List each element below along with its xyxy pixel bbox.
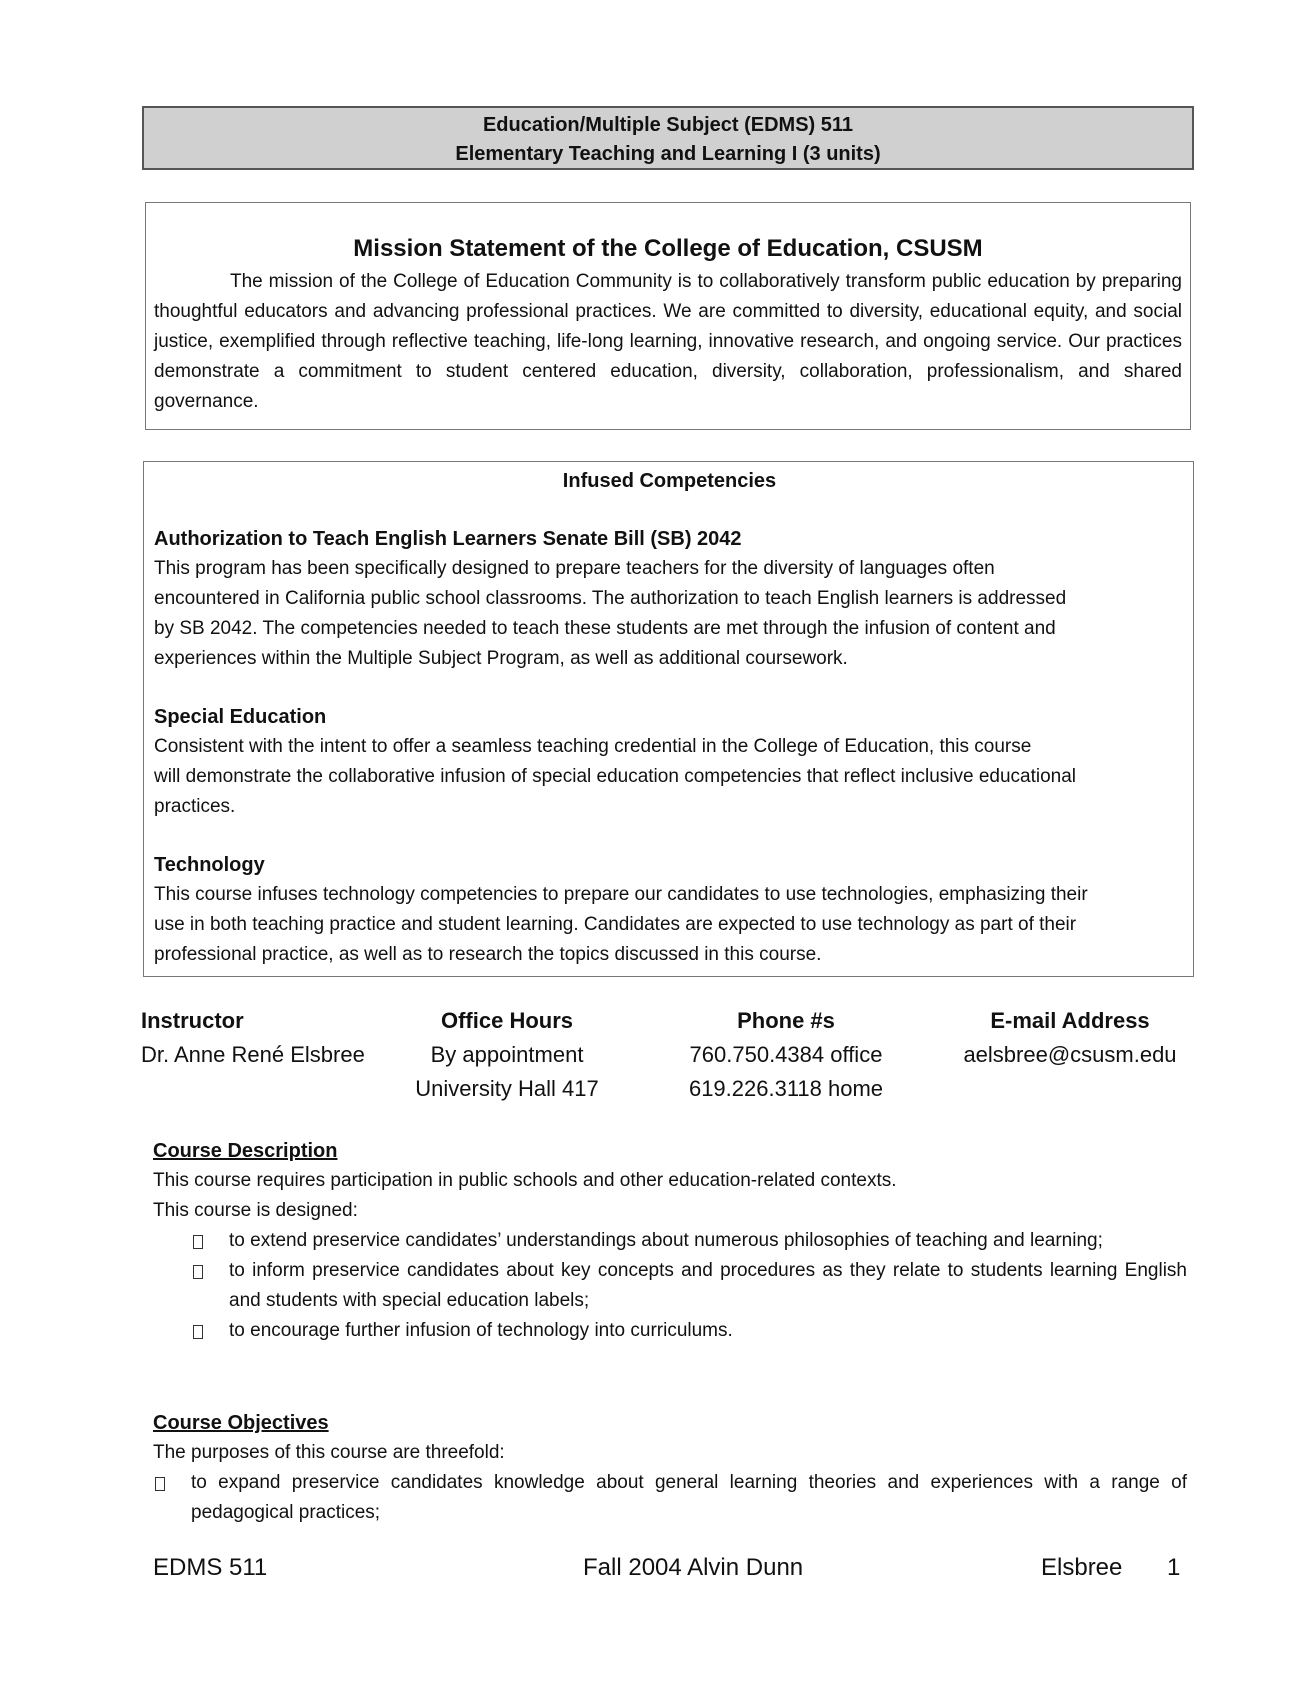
office-hours-line1: By appointment bbox=[430, 1042, 584, 1067]
course-description-section bbox=[153, 1136, 1187, 1346]
competency-heading-technology: Technology bbox=[154, 854, 265, 876]
phone-office: 760.750.4384 office bbox=[689, 1042, 883, 1067]
bullet-box-icon bbox=[193, 1325, 203, 1339]
instructor-name: Dr. Anne René Elsbree bbox=[141, 1042, 365, 1067]
course-title-box bbox=[142, 106, 1194, 170]
course-description-para1: This course requires participation in public schools and other education-related contexts. bbox=[153, 1170, 897, 1191]
list-item bbox=[153, 1226, 1187, 1256]
email-column bbox=[949, 1004, 1191, 1072]
text-line: This course infuses technology competencies to prepare our candidates to use technologies, emphasizing their bbox=[154, 884, 1088, 905]
footer-course-code: EDMS 511 bbox=[153, 1554, 268, 1581]
infused-competencies-box bbox=[143, 461, 1194, 977]
competency-text-english-learners bbox=[154, 554, 1185, 674]
bullet-text: to expand preservice candidates knowledge about general learning theories and experiences with a range of pedagogical practices; bbox=[191, 1472, 1187, 1523]
text-line: practices. bbox=[154, 796, 236, 817]
office-hours-header: Office Hours bbox=[440, 1008, 574, 1033]
competency-text-special-education bbox=[154, 732, 1185, 822]
course-description-heading: Course Description bbox=[153, 1140, 338, 1162]
course-objectives-section bbox=[153, 1408, 1187, 1528]
bullet-text: to inform preservice candidates about key concepts and procedures as they relate to students learning English and students with special education labels; bbox=[229, 1260, 1187, 1311]
footer-author: Elsbree bbox=[1041, 1554, 1123, 1581]
bullet-text: to extend preservice candidates’ understandings about numerous philosophies of teaching and learning; bbox=[229, 1230, 1103, 1251]
bullet-box-icon bbox=[193, 1265, 203, 1279]
list-item bbox=[153, 1468, 1187, 1528]
text-line: experiences within the Multiple Subject Program, as well as additional coursework. bbox=[154, 648, 848, 669]
text-line: by SB 2042. The competencies needed to teach these students are met through the infusion of content and bbox=[154, 618, 1056, 639]
text-line: This program has been specifically designed to prepare teachers for the diversity of languages often bbox=[154, 558, 995, 579]
instructor-column bbox=[141, 1004, 365, 1072]
email-header: E-mail Address bbox=[990, 1008, 1150, 1033]
bullet-box-icon bbox=[155, 1477, 165, 1491]
mission-text: The mission of the College of Education Community is to collaboratively transform public education by preparing thoughtful educators and advancing professional practices. We are committed to diversity, educational equity, and social justice, exemplified through reflective teaching, life-long learning, innovative research, and ongoing service. Our practices demonstrate a commitment to student centered education, diversity, collaboration, professionalism, and shared governance. bbox=[154, 271, 1182, 412]
competencies-title: Infused Competencies bbox=[562, 470, 777, 492]
competency-heading-special-education: Special Education bbox=[154, 706, 327, 728]
course-objectives-heading: Course Objectives bbox=[153, 1412, 329, 1434]
footer-term: Fall 2004 Alvin Dunn bbox=[583, 1554, 804, 1581]
mission-statement-box bbox=[145, 202, 1191, 430]
text-line: encountered in California public school classrooms. The authorization to teach English learners is addressed bbox=[154, 588, 1067, 609]
phone-column bbox=[671, 1004, 901, 1106]
email-address: aelsbree@csusm.edu bbox=[963, 1042, 1177, 1067]
mission-title: Mission Statement of the College of Education, CSUSM bbox=[353, 235, 983, 262]
course-objectives-intro: The purposes of this course are threefold: bbox=[153, 1442, 505, 1463]
list-item bbox=[153, 1256, 1187, 1316]
course-title-line2: Elementary Teaching and Learning I (3 units) bbox=[455, 143, 881, 165]
competency-heading-english-learners: Authorization to Teach English Learners Senate Bill (SB) 2042 bbox=[154, 528, 742, 550]
text-line: professional practice, as well as to research the topics discussed in this course. bbox=[154, 944, 822, 965]
phone-home: 619.226.3118 home bbox=[688, 1076, 884, 1101]
course-objectives-bullets bbox=[153, 1468, 1187, 1528]
course-title-line1: Education/Multiple Subject (EDMS) 511 bbox=[482, 114, 854, 136]
text-line: use in both teaching practice and student learning. Candidates are expected to use technology as part of their bbox=[154, 914, 1077, 935]
competency-text-technology bbox=[154, 880, 1185, 970]
course-description-para2: This course is designed: bbox=[153, 1200, 358, 1221]
course-description-bullets bbox=[153, 1226, 1187, 1346]
bullet-box-icon bbox=[193, 1235, 203, 1249]
text-line: will demonstrate the collaborative infusion of special education competencies that reflect inclusive educational bbox=[154, 766, 1077, 787]
instructor-header: Instructor bbox=[141, 1008, 244, 1033]
phone-header: Phone #s bbox=[737, 1008, 835, 1033]
text-line: Consistent with the intent to offer a seamless teaching credential in the College of Education, this course bbox=[154, 736, 1032, 757]
footer-page-number: 1 bbox=[1167, 1554, 1181, 1581]
bullet-text: to encourage further infusion of technology into curriculums. bbox=[229, 1320, 733, 1341]
list-item bbox=[153, 1316, 1187, 1346]
office-hours-column bbox=[397, 1004, 617, 1106]
office-hours-line2: University Hall 417 bbox=[415, 1076, 599, 1101]
